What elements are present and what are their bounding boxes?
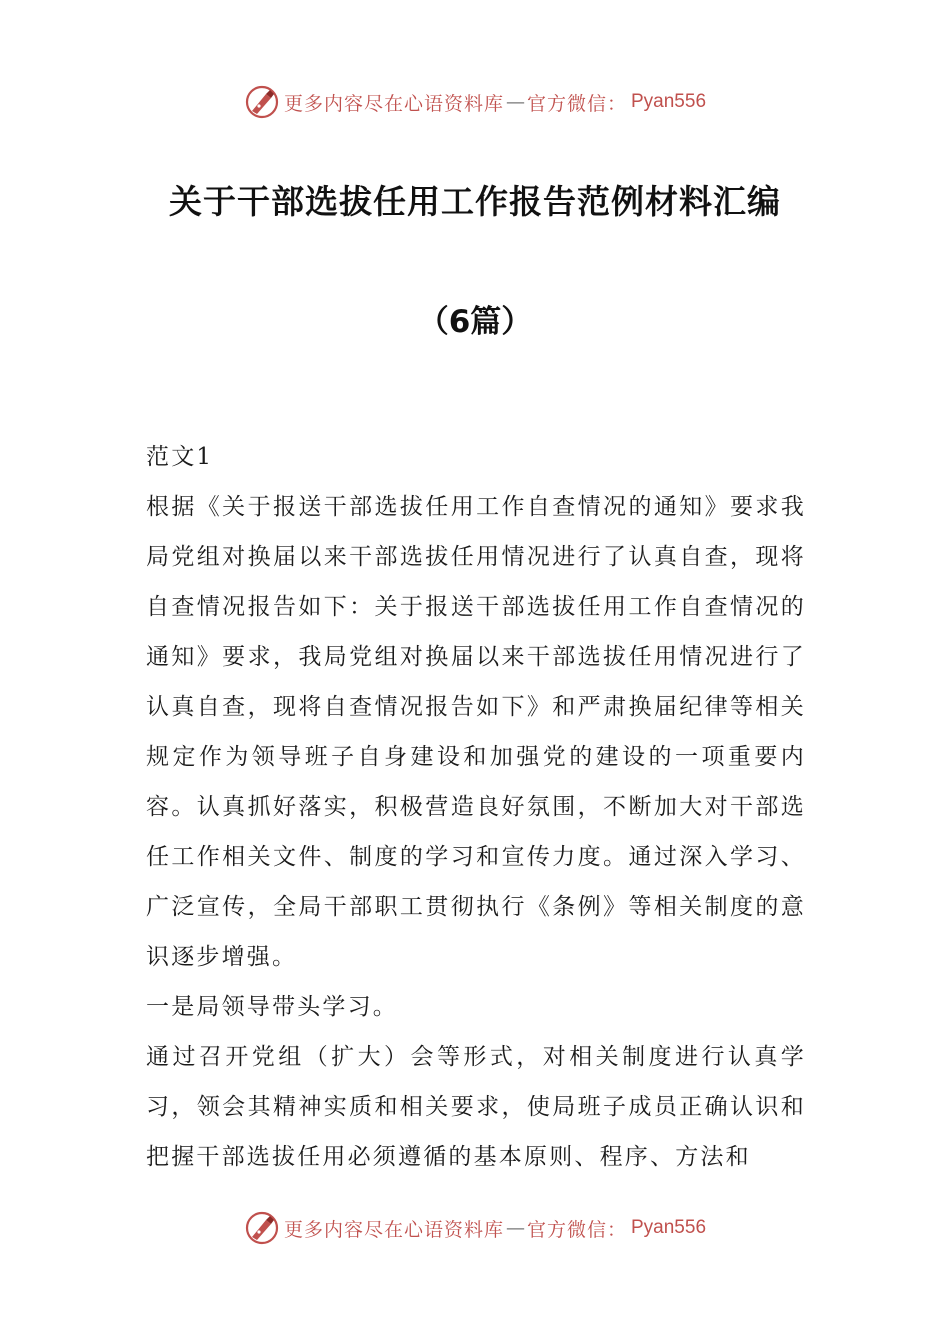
section-label: 范文1 bbox=[146, 444, 214, 470]
body-paragraph: 通过召开党组（扩大）会等形式，对相关制度进行认真学习，领会其精神实质和相关要求，使局班子成员正确认识和把握干部选拔任用必须遵循的基本原则、程序、方法和 bbox=[146, 1044, 806, 1170]
banner-wechat-label: 官方微信： bbox=[526, 92, 627, 115]
body-paragraph: 根据《关于报送干部选拔任用工作自查情况的通知》要求我局党组对换届以来干部选拔任用情况进行了认真自查，现将自查情况报告如下：关于报送干部选拔任用工作自查情况的通知》要求，我局党组对换届以来干部选拔任用情况进行了认真自查，现将自查情况报告如下》和严肃换届纪律等相关规定作为领导班子自身建设和加强党的建设的一项重要内容。认真抓好落实，积极营造良好氛围，不断加大对干部选任工作相关文件、制度的学习和宣传力度。通过深入学习、广泛宣传，全局干部职工贯彻执行《条例》等相关制度的意识逐步增强。 bbox=[146, 494, 806, 970]
document-subtitle: （6篇） bbox=[417, 304, 533, 340]
banner-account: Pyan556 bbox=[631, 1217, 707, 1238]
banner-text: 更多内容尽在心语资料库 bbox=[283, 92, 504, 115]
banner-separator: — bbox=[505, 91, 525, 113]
banner-wechat-label: 官方微信： bbox=[526, 1218, 627, 1241]
header-banner bbox=[0, 82, 950, 122]
footer-banner bbox=[0, 1208, 950, 1248]
pen-nib-logo-icon bbox=[244, 84, 280, 120]
banner-account: Pyan556 bbox=[631, 91, 707, 112]
document-title: 关于干部选拔任用工作报告范例材料汇编 bbox=[169, 182, 781, 221]
banner-separator: — bbox=[505, 1217, 525, 1239]
body-paragraph: 一是局领导带头学习。 bbox=[146, 994, 398, 1020]
banner-text: 更多内容尽在心语资料库 bbox=[283, 1218, 504, 1241]
document-body bbox=[146, 432, 806, 1182]
pen-nib-logo-icon bbox=[244, 1210, 280, 1246]
